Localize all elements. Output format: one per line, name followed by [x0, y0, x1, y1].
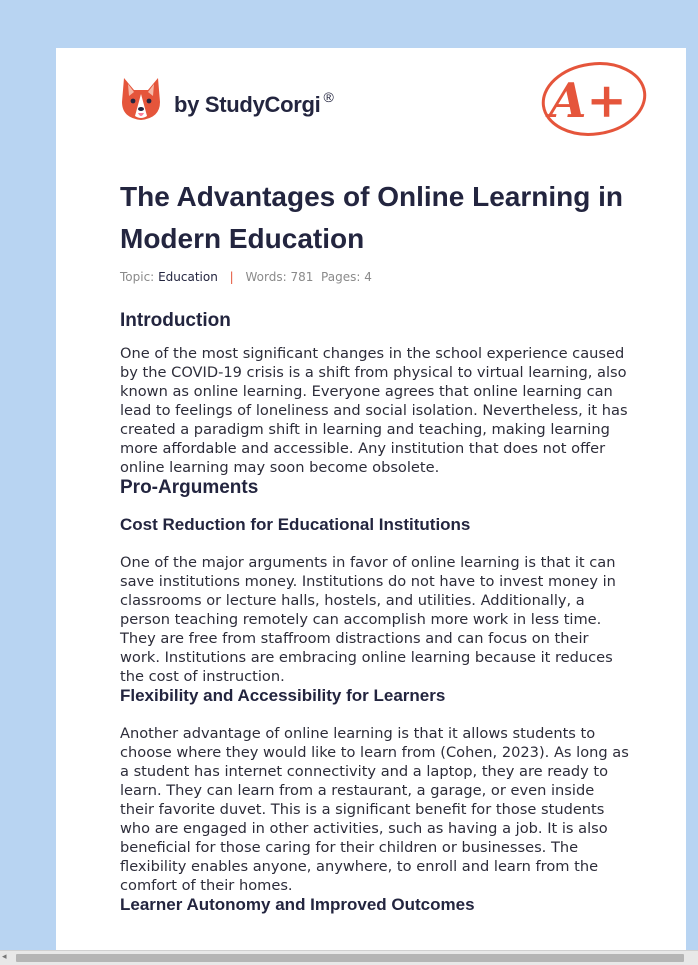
topic-link[interactable]: Education: [158, 270, 218, 284]
intro-paragraph: One of the most significant changes in the school experience caused by the COVID-19 crisis is a shift from physical to virtual learning, also known as online learning. Everyone agrees that online learning can lead to feelings of loneliness and social isolation. Nevertheless, it has created a paradigm shift in learning and teaching, making learning more affordable and accessible. Any institution that does not offer online learning may soon become obsolete.: [120, 345, 628, 476]
flexibility-paragraph: Another advantage of online learning is that it allows students to choose where they would like to learn from (Cohen, 2023). As long as a student has internet connectivity and a laptop, they are ready to learn. They can learn from a restaurant, a garage, or even inside their favorite duvet. This is a significant benefit for those students who are engaged in other activities, such as having a job. It is also beneficial for those caring for their children or businesses. The flexibility enables anyone, anywhere, to enroll and learn from the comfort of their homes.: [120, 725, 629, 894]
scroll-left-icon[interactable]: ◂: [2, 952, 7, 962]
registered-mark: ®: [323, 89, 334, 105]
brand-name: by StudyCorgi ®: [174, 89, 334, 117]
flexibility-heading: Flexibility and Accessibility for Learners: [120, 686, 446, 705]
meta-separator: |: [229, 270, 234, 284]
pages-label: Pages:: [321, 270, 361, 284]
intro-heading: Introduction: [120, 310, 231, 331]
corgi-icon: [120, 76, 162, 122]
cost-reduction-heading: Cost Reduction for Educational Institutions: [120, 515, 471, 534]
grade-text: A+: [549, 73, 627, 129]
pro-arguments-heading: Pro-Arguments: [120, 477, 259, 498]
cost-reduction-paragraph: One of the major arguments in favor of online learning is that it can save institutions money. Institutions do not have to invest money in classrooms or lecture halls, hostels, and utilities. Additionally, a person teaching remotely can accomplish more work in less time. They are free from staffroom distractions and can focus on their work. Institutions are embracing online learning because it reduces the cost of instruction.: [120, 554, 616, 685]
document-page: [56, 48, 686, 950]
document-meta: [120, 270, 632, 284]
words-value: 781: [290, 270, 314, 284]
a-plus-badge: [538, 59, 648, 139]
topic-label: Topic:: [120, 270, 155, 284]
horizontal-scrollbar[interactable]: [0, 950, 698, 965]
words-label: Words:: [245, 270, 287, 284]
autonomy-heading: Learner Autonomy and Improved Outcomes: [120, 895, 475, 914]
page-title: The Advantages of Online Learning in Modern Education: [120, 181, 624, 254]
scroll-thumb[interactable]: [16, 954, 684, 962]
article: [120, 176, 632, 915]
pages-value: 4: [364, 270, 372, 284]
